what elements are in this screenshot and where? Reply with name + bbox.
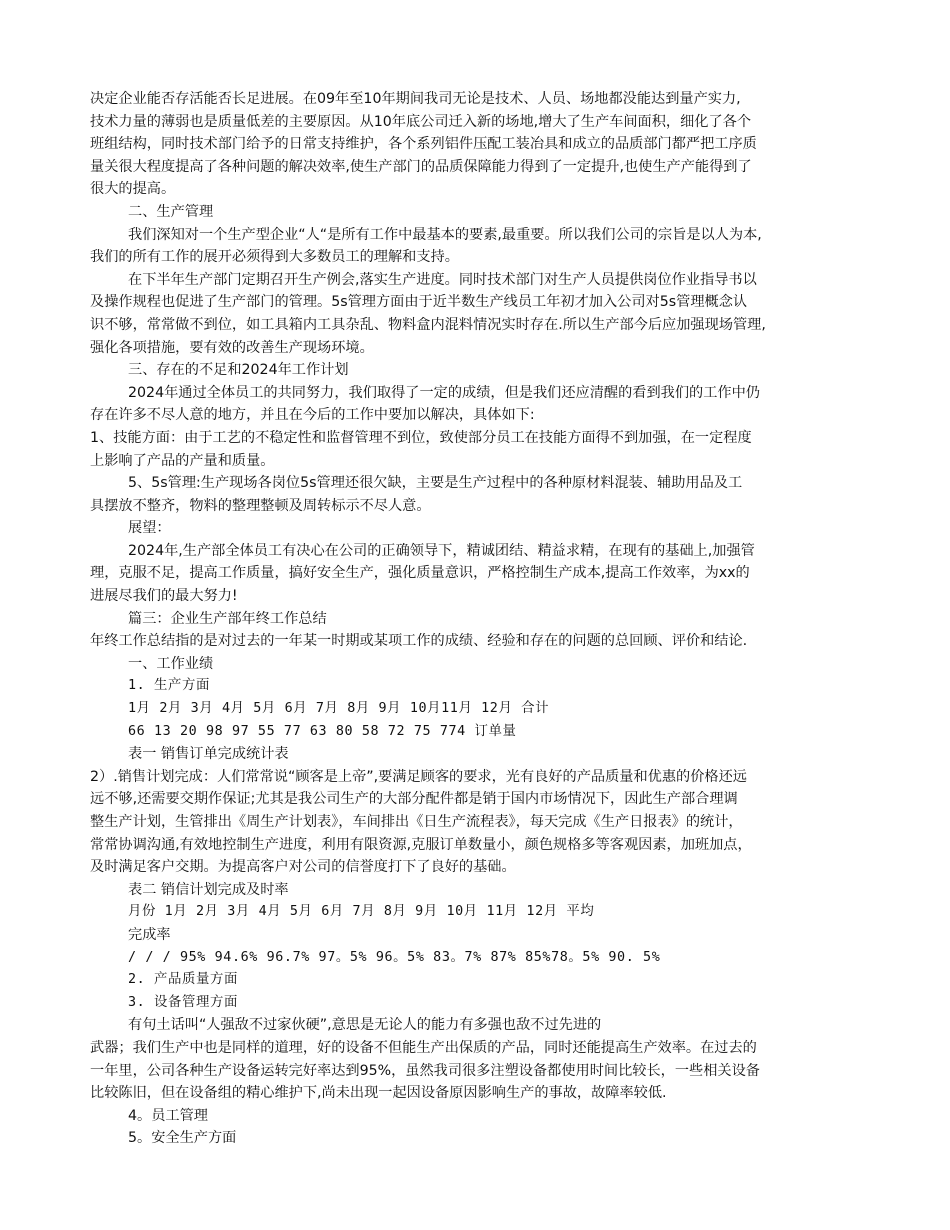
text-line: 具摆放不整齐，物料的整理整顿及周转标示不尽人意。	[90, 497, 431, 514]
text-line: 一、工作业绩	[128, 655, 214, 672]
text-line: / / / 95% 94.6% 96.7% 97。5% 96。5% 83。7% 87% 85%78。5% 90. 5%	[128, 949, 661, 965]
text-line: 5、5s管理:生产现场各岗位5s管理还很欠缺，主要是生产过程中的各种原材料混装、辅助用品及工	[128, 475, 743, 492]
text-line: 武器；我们生产中也是同样的道理，好的设备不但能生产出保质的产品，同时还能提高生产效率。在过去的	[90, 1039, 757, 1056]
text-line: 我们的所有工作的展开必须得到大多数员工的理解和支持。	[90, 249, 459, 266]
text-line: 表一 销售订单完成统计表	[128, 746, 289, 763]
text-line: 及操作规程也促进了生产部门的管理。5s管理方面由于近半数生产线员工年初才加入公司对5s管理概念认	[90, 294, 748, 311]
text-line: 有句土话叫“人强敌不过家伙硬”,意思是无论人的能力有多强也敌不过先进的	[128, 1017, 602, 1034]
text-line: 我们深知对一个生产型企业“人“是所有工作中最基本的要素,最重要。所以我们公司的宗旨是以人为本,	[128, 226, 762, 243]
text-line: 决定企业能否存活能否长足进展。在09年至10年期间我司无论是技术、人员、场地都没能达到量产实力,	[90, 91, 741, 107]
text-line: 量关很大程度提高了各种问题的解决效率,使生产部门的品质保障能力得到了一定提升,也使生产产能得到了	[90, 158, 752, 175]
text-line: 整生产计划，生管排出《周生产计划表》，车间排出《日生产流程表》，每天完成《生产日报表》的统计，	[90, 814, 743, 830]
text-line: 1月 2月 3月 4月 5月 6月 7月 8月 9月 10月11月 12月 合计	[128, 701, 550, 717]
text-line: 展望：	[128, 520, 171, 537]
text-line: 比较陈旧，但在设备组的精心维护下,尚未出现一起因设备原因影响生产的事故，故障率较低.	[90, 1085, 667, 1102]
text-line: 常常协调沟通,有效地控制生产进度，利用有限资源,克服订单数量小，颜色规格多等客观因素，加班加点，	[90, 836, 752, 853]
text-line: 理，克服不足，提高工作质量，搞好安全生产，强化质量意识，严格控制生产成本,提高工作效率，为xx的	[90, 565, 750, 582]
text-line: 2024年,生产部全体员工有决心在公司的正确领导下，精诚团结、精益求精，在现有的基础上,加强管	[128, 542, 755, 559]
text-line: 远不够,还需要交期作保证;尤其是我公司生产的大部分配件都是销于国内市场情况下，因此生产部合理调	[90, 791, 738, 808]
text-line: 2024年通过全体员工的共同努力，我们取得了一定的成绩，但是我们还应清醒的看到我们的工作中仍	[128, 384, 760, 401]
text-line: 完成率	[128, 926, 171, 943]
text-line: 上影响了产品的产量和质量。	[90, 452, 275, 469]
text-line: 月份 1月 2月 3月 4月 5月 6月 7月 8月 9月 10月 11月 12月 平均	[128, 904, 595, 920]
text-line: 66 13 20 98 97 55 77 63 80 58 72 75 774 订单量	[128, 723, 517, 739]
text-line: 5。安全生产方面	[128, 1130, 237, 1147]
text-line: 篇三：企业生产部年终工作总结	[128, 610, 327, 627]
text-line: 二、生产管理	[128, 203, 214, 220]
text-line: 三、存在的不足和2024年工作计划	[128, 362, 349, 379]
text-line: 一年里，公司各种生产设备运转完好率达到95%，虽然我司很多注塑设备都使用时间比较长，一些相关设备	[90, 1062, 760, 1079]
text-line: 及时满足客户交期。为提高客户对公司的信誉度打下了良好的基础。	[90, 859, 516, 876]
text-line: 识不够，常常做不到位，如工具箱内工具杂乱、物料盒内混料情况实时存在.所以生产部今后应加强现场管理,	[90, 316, 766, 333]
text-line: 年终工作总结指的是对过去的一年某一时期或某项工作的成绩、经验和存在的问题的总回顾、评价和结论.	[90, 633, 748, 650]
text-line: 1. 生产方面	[128, 678, 210, 694]
text-line: 班组结构，同时技术部门给予的日常支持维护，各个系列铝件压配工装冶具和成立的品质部门都严把工序质	[90, 136, 757, 153]
text-line: 强化各项措施，要有效的改善生产现场环境。	[90, 339, 374, 356]
text-line: 存在许多不尽人意的地方，并且在今后的工作中要加以解决，具体如下:	[90, 407, 535, 424]
text-line: 2. 产品质量方面	[128, 972, 238, 988]
text-line: 2）.销售计划完成：人们常常说“顾客是上帝”,要满足顾客的要求，光有良好的产品质量和优惠的价格还远	[90, 768, 747, 785]
document-body	[90, 88, 870, 1150]
text-line: 表二 销信计划完成及时率	[128, 881, 289, 898]
text-line: 进展尽我们的最大努力!	[90, 588, 238, 605]
text-line: 在下半年生产部门定期召开生产例会,落实生产进度。同时技术部门对生产人员提供岗位作业指导书以	[128, 271, 757, 288]
text-line: 技术力量的薄弱也是质量低差的主要原因。从10年底公司迁入新的场地,增大了生产车间面积，细化了各个	[90, 113, 752, 130]
text-line: 4。员工管理	[128, 1107, 208, 1124]
text-line: 1、技能方面：由于工艺的不稳定性和监督管理不到位，致使部分员工在技能方面得不到加强，在一定程度	[90, 429, 752, 446]
text-line: 很大的提高。	[90, 181, 176, 198]
text-line: 3. 设备管理方面	[128, 994, 238, 1010]
